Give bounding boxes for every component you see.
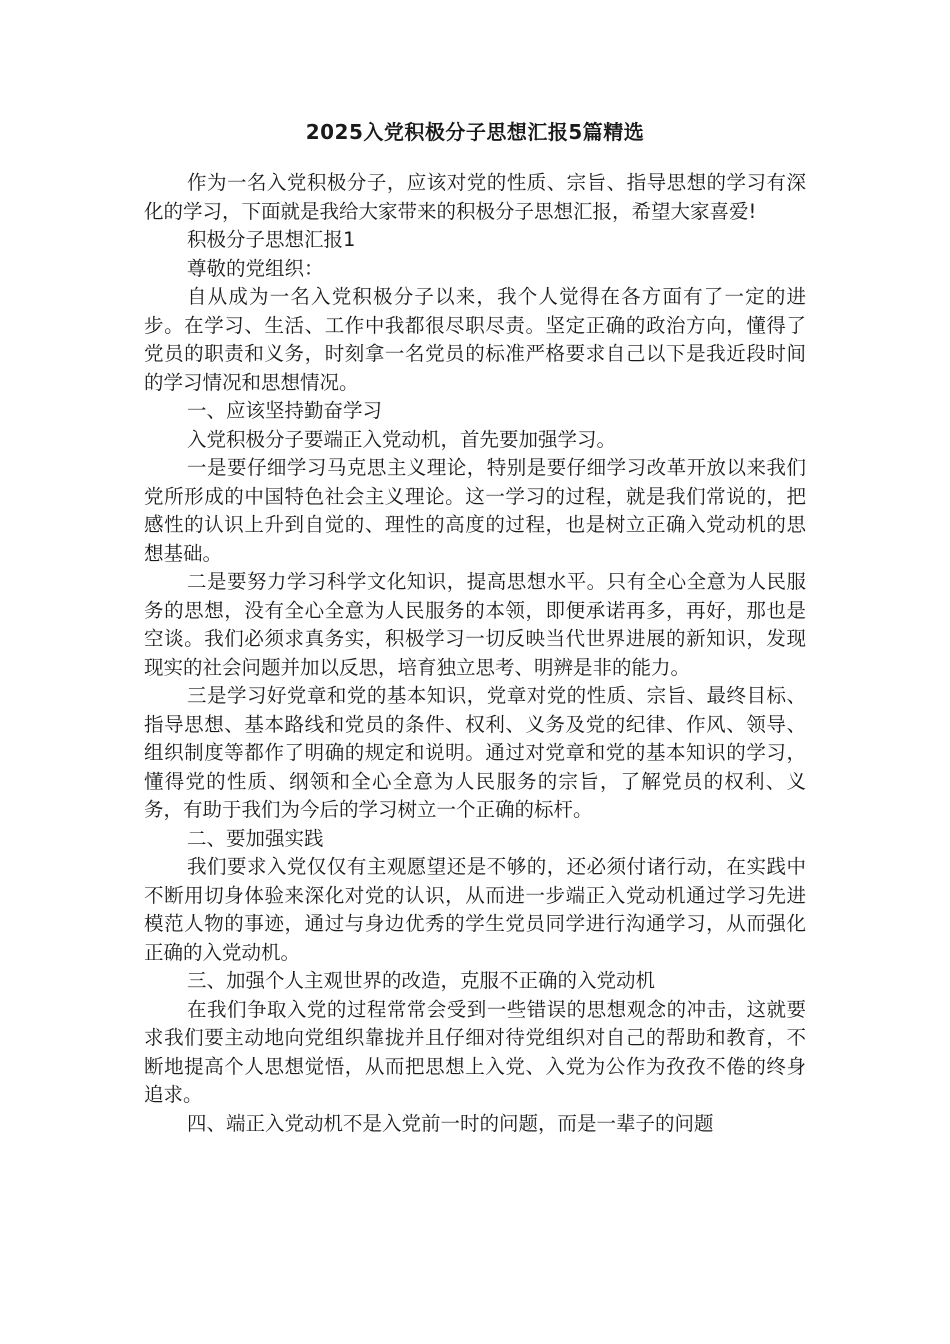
document-body <box>144 169 806 1138</box>
paragraph-heading-2: 二、要加强实践 <box>187 826 324 850</box>
document-title: 2025入党积极分子思想汇报5篇精选 <box>305 120 645 144</box>
paragraph-section-heading: 积极分子思想汇报1 <box>187 228 356 251</box>
paragraph-salutation: 尊敬的党组织： <box>187 256 324 280</box>
paragraph-body: 三是学习好党章和党的基本知识，党章对党的性质、宗旨、最终目标、指导思想、基本路线和党员的条件、权利、义务及党的纪律、作风、领导、组织制度等都作了明确的规定和说明。通过对党章和党的基本知识的学习，懂得党的性质、纲领和全心全意为人民服务的宗旨，了解党员的权利、义务，有助于我们为今后的学习树立一个正确的标杆。 <box>144 684 806 821</box>
paragraph-intro: 作为一名入党积极分子，应该对党的性质、宗旨、指导思想的学习有深化的学习，下面就是我给大家带来的积极分子思想汇报，希望大家喜爱! <box>144 171 806 223</box>
paragraph-body: 我们要求入党仅仅有主观愿望还是不够的，还必须付诸行动，在实践中不断用切身体验来深化对党的认识，从而进一步端正入党动机通过学习先进模范人物的事迹，通过与身边优秀的学生党员同学进行沟通学习，从而强化正确的入党动机。 <box>144 855 806 964</box>
paragraph-heading-1: 一、应该坚持勤奋学习 <box>187 399 383 422</box>
paragraph-body: 二是要努力学习科学文化知识，提高思想水平。只有全心全意为人民服务的思想，没有全心全意为人民服务的本领，即便承诺再多，再好，那也是空谈。我们必须求真务实，积极学习一切反映当代世界进展的新知识，发现现实的社会问题并加以反思，培育独立思考、明辨是非的能力。 <box>144 570 806 679</box>
paragraph-heading-4: 四、端正入党动机不是入党前一时的问题，而是一辈子的问题 <box>187 1111 714 1135</box>
paragraph-body: 自从成为一名入党积极分子以来，我个人觉得在各方面有了一定的进步。在学习、生活、工作中我都很尽职尽责。坚定正确的政治方向，懂得了党员的职责和义务，时刻拿一名党员的标准严格要求自己以下是我近段时间的学习情况和思想情况。 <box>144 285 806 394</box>
paragraph-body: 一是要仔细学习马克思主义理论，特别是要仔细学习改革开放以来我们党所形成的中国特色社会主义理论。这一学习的过程，就是我们常说的，把感性的认识上升到自觉的、理性的高度的过程，也是树立正确入党动机的思想基础。 <box>144 456 806 565</box>
paragraph-heading-3: 三、加强个人主观世界的改造，克服不正确的入党动机 <box>187 969 656 992</box>
paragraph-body: 入党积极分子要端正入党动机，首先要加强学习。 <box>187 427 617 451</box>
paragraph-body: 在我们争取入党的过程常常会受到一些错误的思想观念的冲击，这就要求我们要主动地向党组织靠拢并且仔细对待党组织对自己的帮助和教育，不断地提高个人思想觉悟，从而把思想上入党、入党为公作为孜孜不倦的终身追求。 <box>144 997 806 1106</box>
